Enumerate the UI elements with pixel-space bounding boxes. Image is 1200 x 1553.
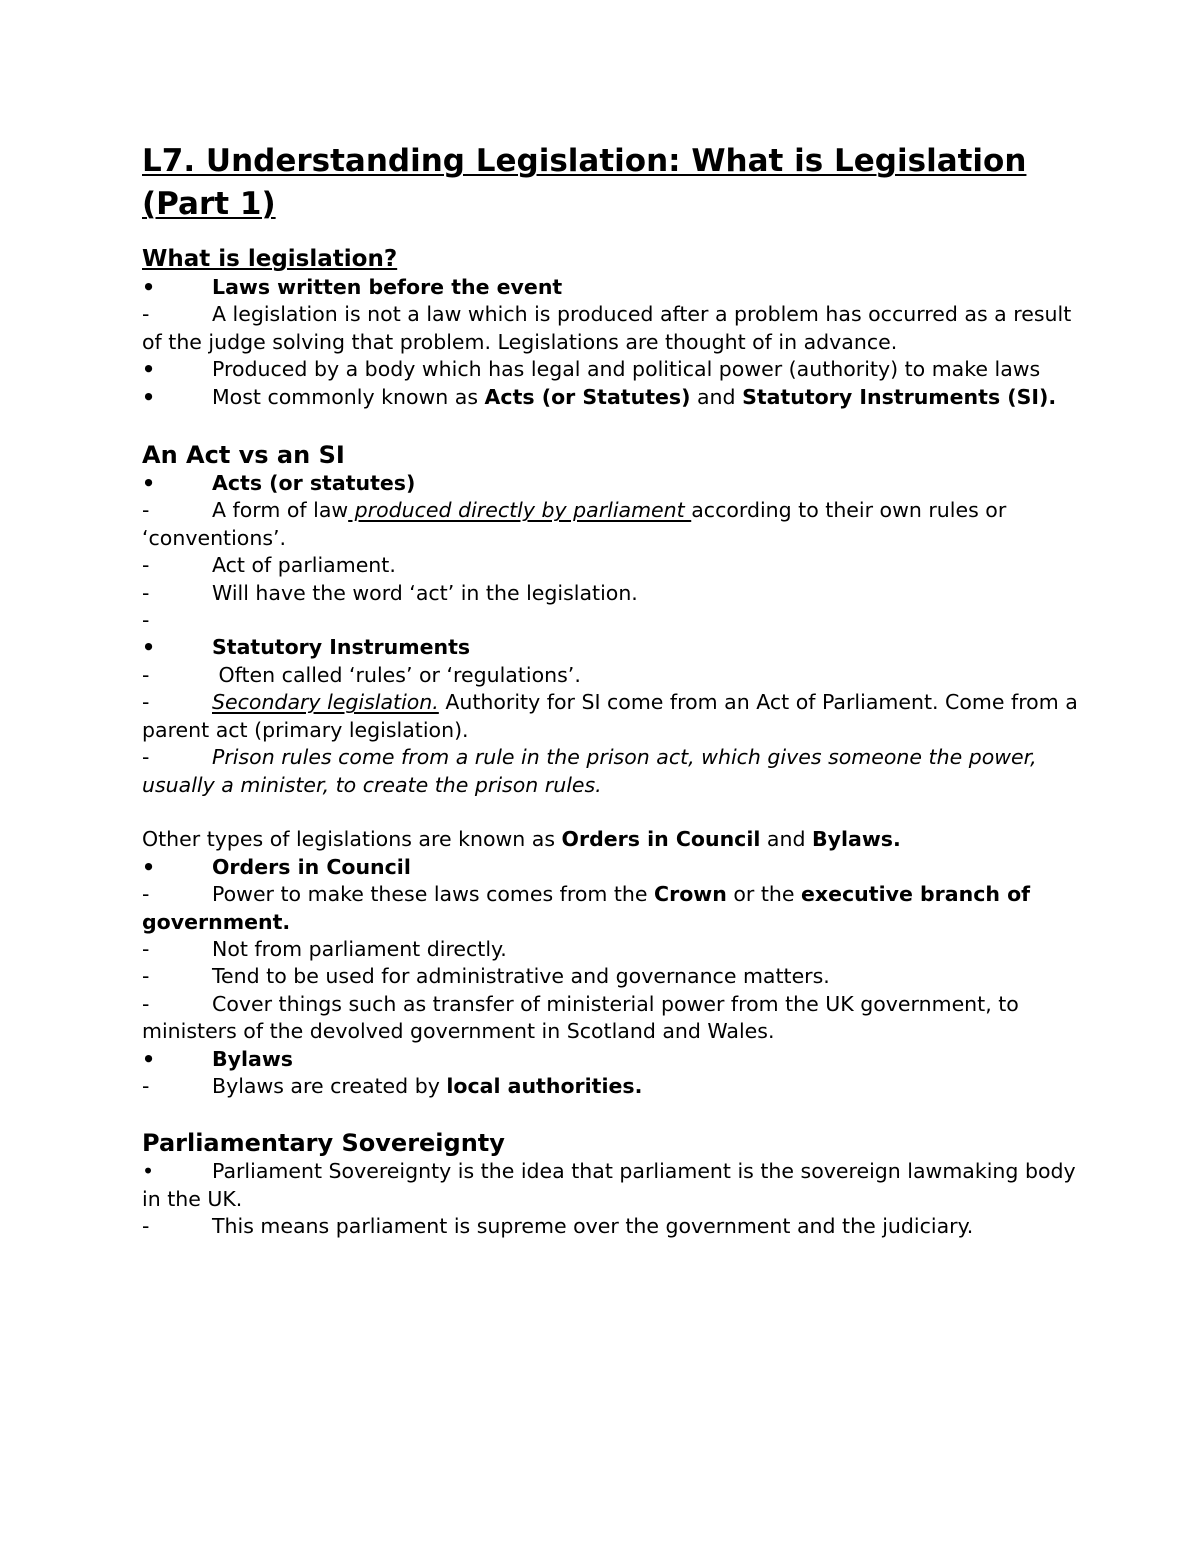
dash-item [142,1213,1082,1240]
bold-term: Statutory Instruments (SI). [742,384,1057,409]
bullet-item [142,384,1082,411]
bold-term: Acts (or Statutes) [484,384,691,409]
dash-item [142,744,1082,799]
dash-text: Power to make these laws comes from the [212,882,655,907]
dash-item [142,963,1082,990]
dash-marker: - [142,302,150,327]
bullet-text: Orders in Council [212,854,411,879]
dash-marker: - [142,662,150,687]
paragraph-text: Other types of legislations are known as [142,827,562,852]
dash-text: Tend to be used for administrative and governance matters. [212,964,830,989]
document-body [142,140,1082,1241]
section-heading-parliamentary-sovereignty: Parliamentary Sovereignty [142,1129,505,1158]
bullet-text: Laws written before the event [212,275,563,299]
section-heading-act-vs-si: An Act vs an SI [142,441,345,470]
dash-item [142,991,1082,1046]
bullet-item [142,854,1082,881]
dash-marker: - [142,498,150,523]
dash-text: A form of law [212,498,349,523]
dash-item [142,301,1082,356]
bold-term: Crown [654,882,727,907]
dash-marker: - [142,1214,150,1239]
dash-text: according to their own rules or ‘conventions’. [142,498,1007,550]
dash-text: Often called ‘rules’ or ‘regulations’. [212,662,581,687]
bullet-item [142,1046,1082,1073]
paragraph-text: and [760,827,812,852]
bullet-text: and [690,384,743,409]
dash-item [142,552,1082,579]
bullet-item [142,634,1082,661]
dash-marker: - [142,745,150,770]
dash-text: Act of parliament. [212,553,396,578]
bullet-marker: • [142,635,156,660]
dash-item [142,936,1082,963]
dash-marker: - [142,991,150,1016]
bold-term: executive branch of government. [142,882,1031,934]
bullet-marker: • [142,1159,155,1184]
dash-marker: - [142,580,150,605]
bullet-marker: • [142,384,156,409]
bold-term: Bylaws. [812,827,901,852]
bullet-text: Statutory Instruments [212,635,471,660]
dash-marker: - [142,882,150,907]
dash-text: Bylaws are created by [212,1073,447,1098]
dash-item [142,881,1082,936]
paragraph [142,826,1082,853]
emphasis-text: Secondary legislation. [212,690,439,715]
bullet-item [142,274,1082,301]
dash-marker: - [142,1073,150,1098]
dash-marker: - [142,690,150,715]
dash-text: Cover things such as transfer of ministerial power from the UK government, to ministers of the devolved government in Scotland and Wales. [142,991,1019,1044]
dash-item [142,580,1082,607]
bullet-marker: • [142,275,156,299]
dash-text: This means parliament is supreme over the government and the judiciary. [212,1214,974,1239]
dash-text: Authority for SI come from an Act of Parliament. Come from a parent act (primary legislation). [142,690,1078,742]
bullet-marker: • [142,471,156,496]
bullet-item [142,1158,1082,1213]
dash-item [142,662,1082,689]
dash-text: Not from parliament directly. [212,936,507,961]
bullet-text: Parliament Sovereignty is the idea that parliament is the sovereign lawmaking body in the UK. [142,1159,1076,1211]
dash-text: or the [726,882,801,907]
dash-item-empty [142,607,1082,634]
dash-item [142,497,1082,552]
dash-marker: - [142,936,150,961]
dash-marker: - [142,608,150,633]
bullet-text: Most commonly known as [212,384,485,409]
bold-term: local authorities. [446,1073,643,1098]
example-text: Prison rules come from a rule in the prison act, which gives someone the power, usually a minister, to create the prison rules. [142,745,1037,797]
dash-marker: - [142,964,150,989]
emphasis-text: produced directly by parliament [348,498,692,523]
page-title: L7. Understanding Legislation: What is Legislation (Part 1) [142,143,1027,222]
bullet-marker: • [142,1046,156,1071]
bullet-marker: • [142,357,156,382]
bullet-text: Acts (or statutes) [212,471,416,496]
bullet-item [142,470,1082,497]
bullet-item [142,356,1082,383]
bullet-text: Produced by a body which has legal and political power (authority) to make laws [212,357,1041,382]
bold-term: Orders in Council [561,827,761,852]
bullet-marker: • [142,854,156,879]
dash-text: Will have the word ‘act’ in the legislation. [212,580,638,605]
dash-marker: - [142,553,150,578]
bullet-text: Bylaws [212,1046,293,1071]
dash-item [142,1073,1082,1100]
section-heading-what-is-legislation: What is legislation? [142,246,398,272]
dash-text: A legislation is not a law which is produced after a problem has occurred as a result of the judge solving that problem. Legislations are thought of in advance. [142,302,1072,354]
dash-item [142,689,1082,744]
